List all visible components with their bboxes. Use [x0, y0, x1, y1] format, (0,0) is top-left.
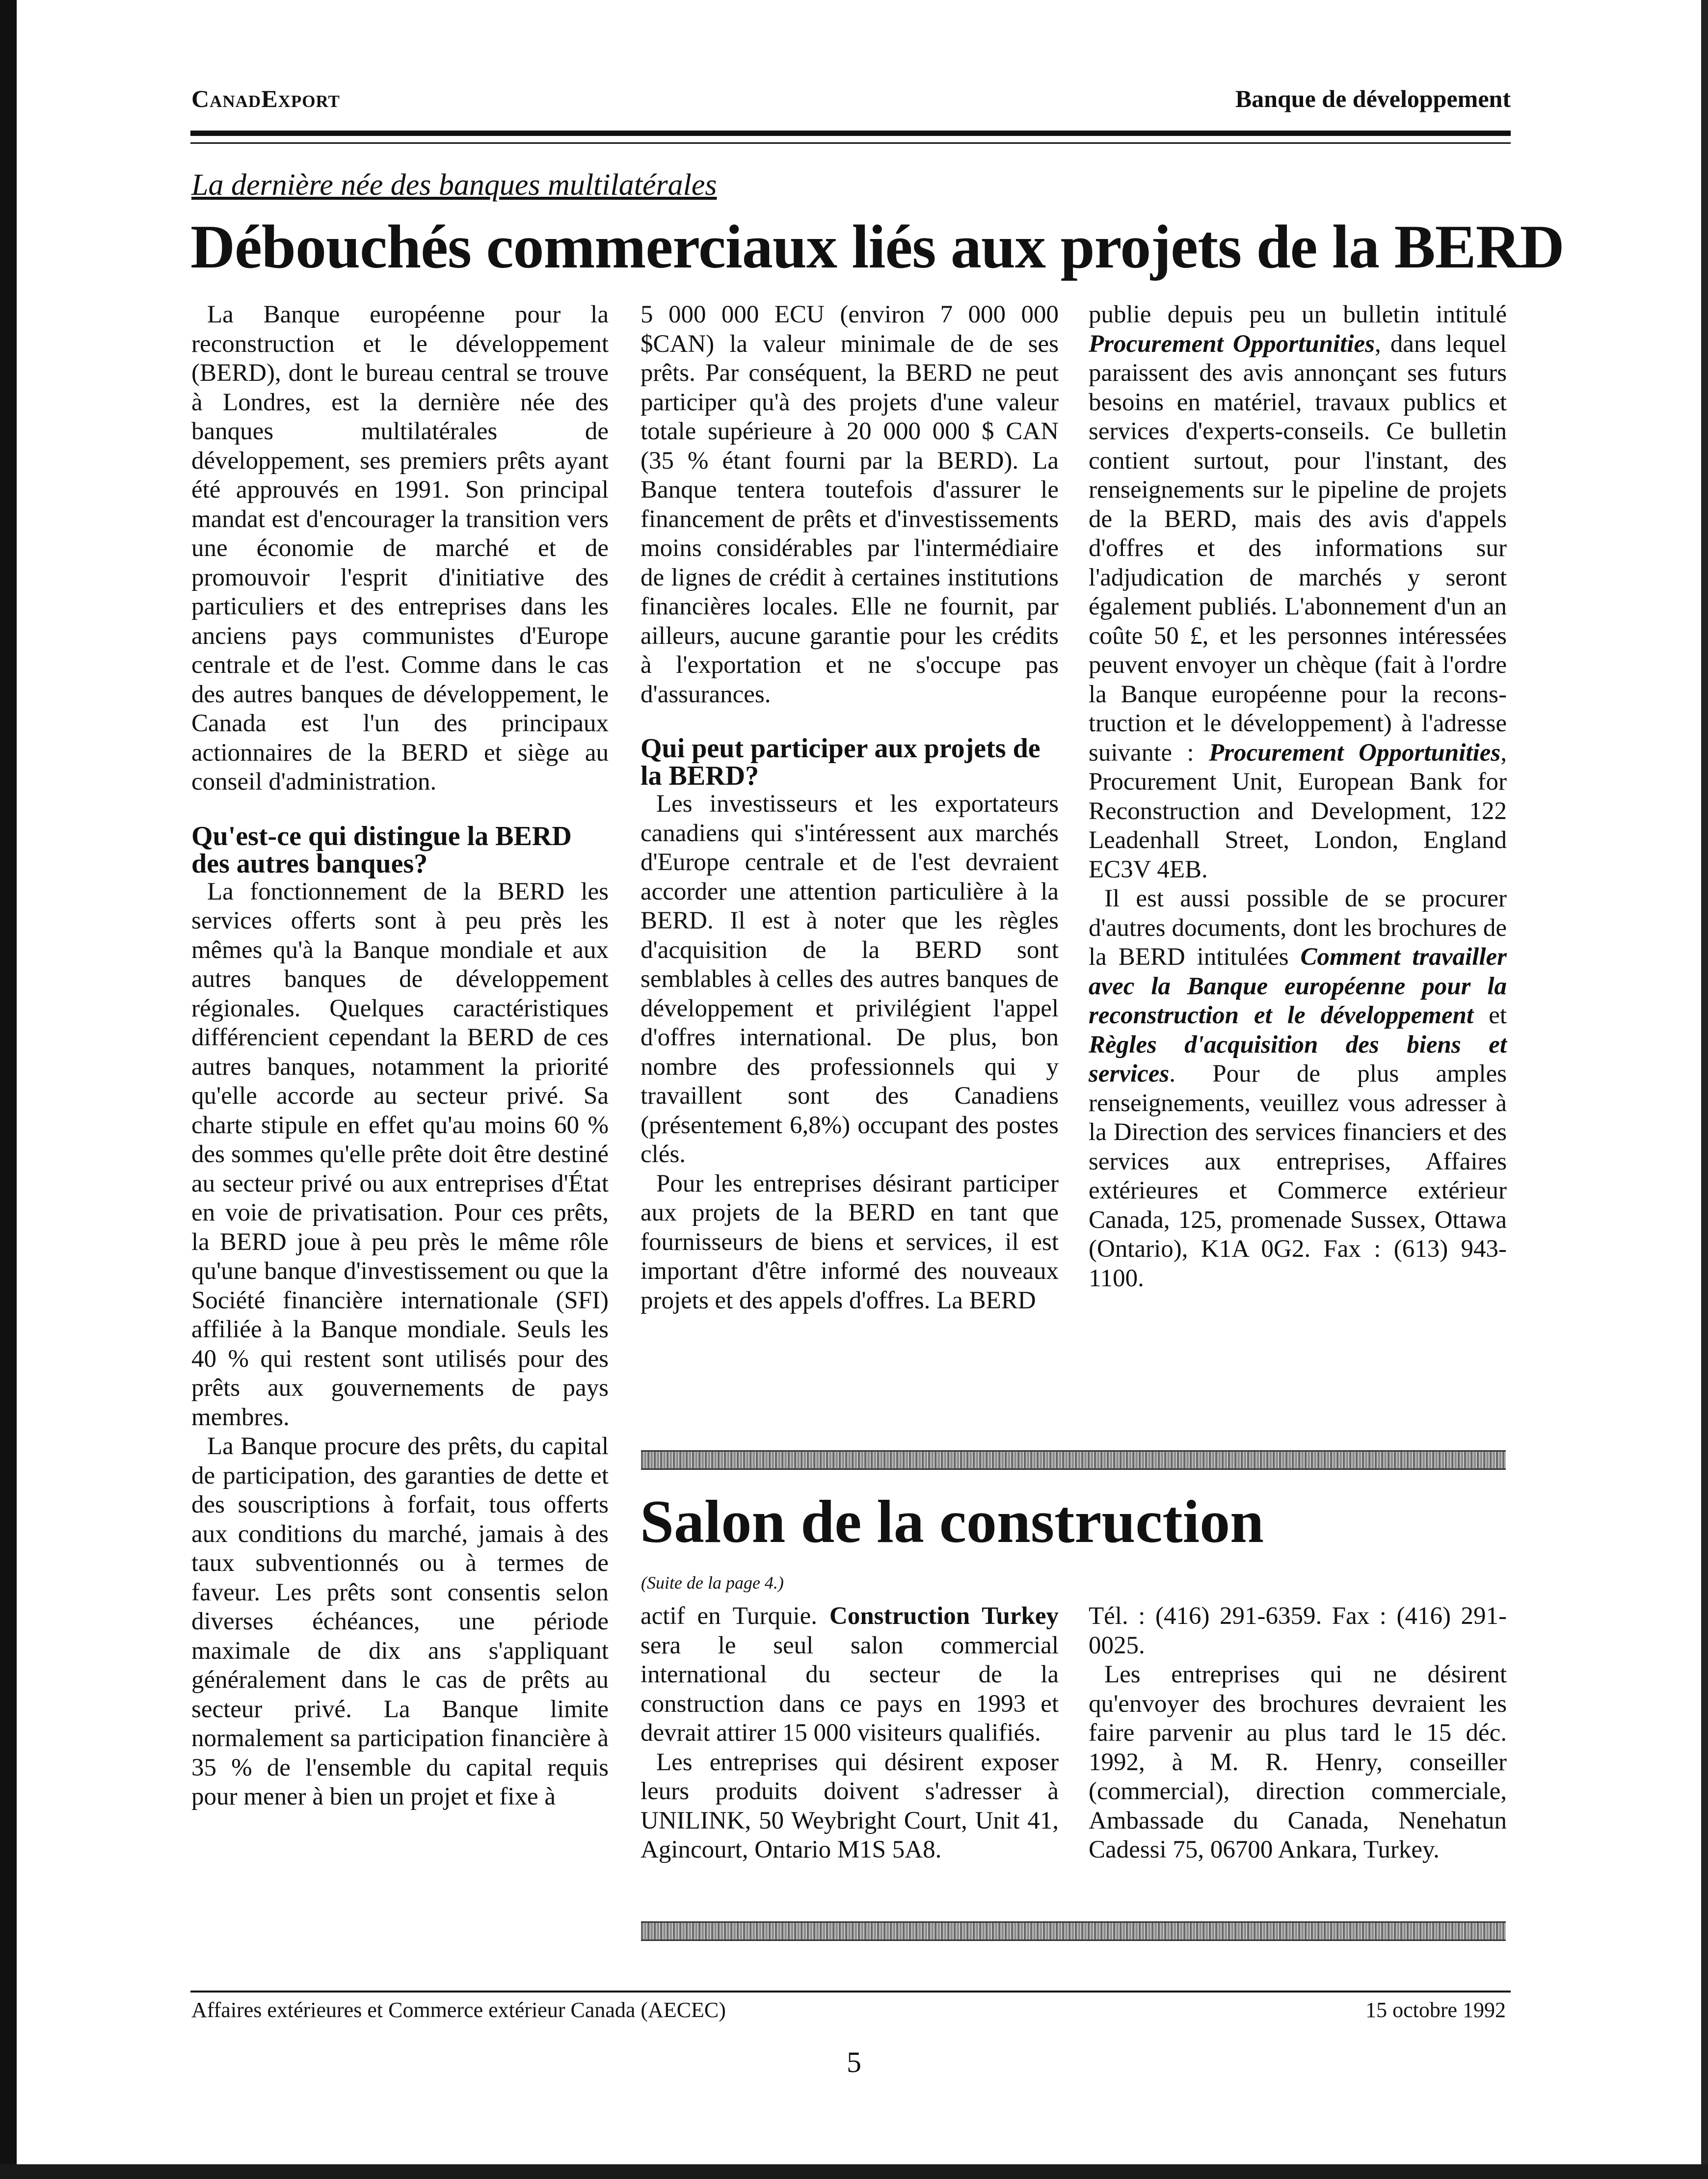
scan-edge-bottom — [0, 2164, 1708, 2179]
section-divider-band — [641, 1921, 1506, 1941]
article-headline: Débouchés commerciaux liés aux projets de la BERD — [190, 213, 1564, 281]
article-paragraph: publie depuis peu un bulletin intitulé Procurement Opportunities, dans lequel paraissent des avis annonçant ses futurs besoins en matériel, travaux publics et services d'experts-conseils. Ce bulletin contient surtout, pour l'instant, des renseignements sur le pipeline de projets de la BERD, mais des avis d'appels d'offres et des informations sur l'adjudication de marchés y seront également publiés. L'abonnement d'un an coûte 50 £, et les personnes intéressées peuvent envoyer un chèque (fait à l'ordre la Banque européenne pour la recons-truction et le développement) à l'adresse suivante : Procurement Opportunities, Procurement Unit, European Bank for Reconstruction and Development, 122 Leadenhall Street, London, England EC3V 4EB. — [1089, 301, 1507, 883]
article-paragraph: Pour les entreprises désirant participer aux projets de la BERD en tant que fournisseurs de biens et services, il est important d'être informé des nouveaux projets et des appels d'offres. La BERD — [640, 1169, 1059, 1314]
salon-column-2 — [1089, 1602, 1507, 1865]
section-divider-band — [641, 1450, 1506, 1470]
header-rule-thin — [190, 142, 1511, 144]
salon-paragraph: actif en Turquie. Construction Turkey sera le seul salon commercial international du secteur de la construction dans ce pays en 1993 et devrait attirer 15 000 visiteurs qualifiés. — [640, 1602, 1059, 1747]
article-subheading: Qui peut participer aux projets de la BERD? — [640, 733, 1041, 791]
scan-edge-right — [1701, 0, 1708, 2179]
salon-paragraph: Tél. : (416) 291-6359. Fax : (416) 291-0025. — [1089, 1602, 1507, 1659]
article-kicker: La dernière née des banques multilatérales — [191, 168, 717, 202]
article-column-1 — [191, 300, 609, 1812]
continued-note: (Suite de la page 4.) — [641, 1573, 784, 1593]
scan-edge-left — [0, 0, 17, 2179]
footer-date: 15 octobre 1992 — [1365, 1998, 1506, 2022]
header-rule-thick — [190, 131, 1511, 136]
section-name: Banque de développement — [1235, 85, 1511, 112]
salon-column-1 — [640, 1602, 1059, 1865]
article-column-2 — [640, 300, 1059, 1315]
publication-name: CanadExport — [191, 85, 340, 112]
article-paragraph: La Banque européenne pour la reconstruction et le développement (BERD), dont le bureau central se trouve à Londres, est la dernière née des banques multilatérales de développement, ses premiers prêts ayant été approuvés en 1991. Son principal mandat est d'encourager la transition vers une économie de marché et de promouvoir l'esprit d'initiative des particuliers et des entreprises dans les anciens pays communistes d'Europe centrale et de l'est. Comme dans le cas des autres banques de développement, le Canada est l'un des principaux actionnaires de la BERD et siège au conseil d'administration. — [191, 301, 609, 796]
salon-paragraph: Les entreprises qui ne désirent qu'envoyer des brochures devraient les faire parvenir au plus tard le 15 déc. 1992, à M. R. Henry, conseiller (commercial), direction commerciale, Ambassade du Canada, Nenehatun Cadessi 75, 06700 Ankara, Turkey. — [1089, 1661, 1507, 1863]
article-paragraph: Les investisseurs et les exportateurs canadiens qui s'intéressent aux marchés d'Europe centrale et de l'est devraient accorder une attention particulière à la BERD. Il est à noter que les règles d'acquisition de la BERD sont semblables à celles des autres banques de développement et privilégient l'appel d'offres international. De plus, bon nombre des professionnels qui y travaillent sont des Canadiens (présentement 6,8%) occupant des postes clés. — [640, 790, 1059, 1168]
article-paragraph: 5 000 000 ECU (environ 7 000 000 $CAN) la valeur minimale de de ses prêts. Par conséquent, la BERD ne peut participer qu'à des projets d'une valeur totale supérieure à 20 000 000 $ CAN (35 % étant fourni par la BERD). La Banque tentera toutefois d'assurer le financement de prêts et d'investissements moins considérables par l'intermédiaire de lignes de crédit à certaines institutions financières locales. Elle ne fournit, par ailleurs, aucune garantie pour les crédits à l'exportation et ne s'occupe pas d'assurances. — [640, 301, 1059, 708]
footer-rule — [190, 1991, 1511, 1993]
article-paragraph: La Banque procure des prêts, du capital de participation, des garanties de dette et des souscriptions à forfait, tous offerts aux conditions du marché, jamais à des taux subventionnés ou à termes de faveur. Les prêts sont consentis selon diverses échéances, une période maximale de dix ans s'appliquant généralement dans le cas de prêts au secteur privé. La Banque limite normalement sa participation financière à 35 % de l'ensemble du capital requis pour mener à bien un projet et fixe à — [191, 1433, 609, 1810]
article-paragraph: La fonctionnement de la BERD les services offerts sont à peu près les mêmes qu'à la Banque mondiale et aux autres banques de développement régionales. Quelques caractéristiques différencient cependant la BERD de ces autres banques, notamment la priorité qu'elle accorde au secteur privé. Sa charte stipule en effet qu'au moins 60 % des sommes qu'elle prête doit être destiné au secteur privé ou aux entreprises d'État en voie de privatisation. Pour ces prêts, la BERD joue à peu près le même rôle qu'une banque d'investissement ou que la Société financière internationale (SFI) affiliée à la Banque mondiale. Seuls les 40 % qui restent sont utilisés pour des prêts aux gouvernements de pays membres. — [191, 877, 609, 1431]
article-paragraph: Il est aussi possible de se procurer d'autres documents, dont les brochures de la BERD intitulées Comment travailler avec la Banque européenne pour la reconstruction et le développement et Règles d'acquisition des biens et services. Pour de plus amples renseignements, veuillez vous adresser à la Direction des services financiers et des services aux entreprises, Affaires extérieures et Commerce extérieur Canada, 125, promenade Sussex, Ottawa (Ontario), K1A 0G2. Fax : (613) 943-1100. — [1089, 885, 1507, 1292]
footer-publisher: Affaires extérieures et Commerce extérieur Canada (AECEC) — [191, 1998, 726, 2022]
salon-headline: Salon de la construction — [640, 1488, 1264, 1555]
page-number: 5 — [847, 2046, 861, 2078]
salon-paragraph: Les entreprises qui désirent exposer leurs produits doivent s'adresser à UNILINK, 50 Weybright Court, Unit 41, Agincourt, Ontario M1S 5A8. — [640, 1748, 1059, 1863]
article-subheading: Qu'est-ce qui distingue la BERD des autres banques? — [191, 821, 572, 879]
article-column-3 — [1089, 300, 1507, 1293]
